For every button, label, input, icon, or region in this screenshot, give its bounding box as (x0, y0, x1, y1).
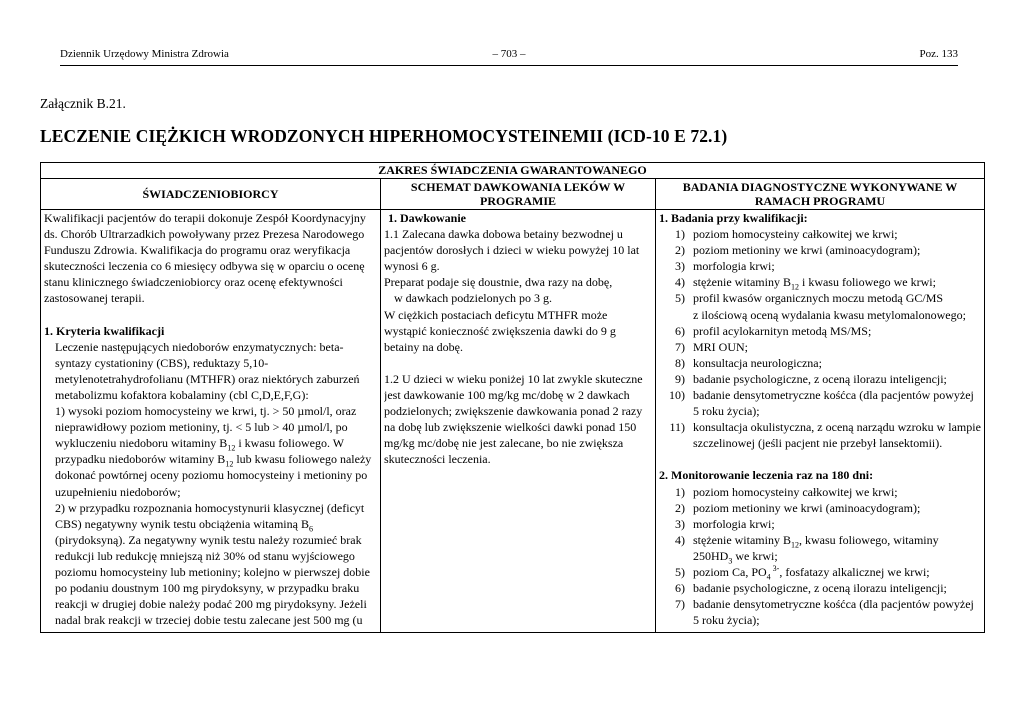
list-item-text: profil kwasów organicznych moczu metodą GC/MS z ilościową oceną wydalania kwasu metylomalonowego; (693, 291, 966, 322)
list-item-number: 1) (675, 227, 685, 242)
list-item-text: profil acylokarnityn metodą MS/MS; (693, 323, 872, 338)
list-item (659, 387, 981, 419)
list-item-number: 6) (675, 581, 685, 596)
list-item (659, 258, 981, 274)
diagnostics-cell (656, 210, 985, 633)
list-item-text: poziom metioniny we krwi (aminoacydogram); (693, 243, 921, 258)
list-item-text: stężenie witaminy $B_{12}$ i kwasu foliowego we krwi; (693, 275, 936, 292)
list-item-text: badanie psychologiczne, z oceną ilorazu inteligencji; (693, 581, 947, 596)
list-item-number: 9) (675, 371, 685, 386)
criteria-paragraph-1: Leczenie następujących niedoborów enzymatycznych: beta-syntazy cystationiny (CBS), reduktazy 5,10-metylenotetrahydrofolianu (MTHFR) oraz niektórych zaburzeń metabolizmu kofaktora kobalaminy (cbl C,D,E,F,G): (55, 339, 360, 402)
dosage-paragraph-1: 1.1 Zalecana dawka dobowa betainy bezwodnej u pacjentów dorosłych i dzieci w wieku powyżej 10 lat wynosi 6 g. (384, 227, 640, 274)
list-item (659, 564, 981, 580)
list-item-number: 7) (675, 339, 685, 354)
journal-name: Dziennik Urzędowy Ministra Zdrowia (60, 48, 229, 60)
table-span-header: ZAKRES ŚWIADCZENIA GWARANTOWANEGO (41, 163, 985, 179)
list-item (659, 516, 981, 532)
list-item-text: konsultacja okulistyczna, z oceną narządu wzroku w lampie szczelinowej (jeśli pacjent nie przebył lansektomii). (693, 420, 981, 451)
dosage-cell (381, 210, 656, 633)
list-item (659, 419, 981, 451)
dosage-paragraph-2b: w dawkach podzielonych po 3 g. (394, 291, 552, 306)
list-item (659, 290, 981, 322)
qualification-tests-list (659, 226, 981, 451)
list-item-text: konsultacja neurologiczna; (693, 355, 822, 370)
list-item-text: poziom Ca, $PO_4$ $^{3-}$, fosfatazy alkalicznej we krwi; (693, 563, 930, 582)
list-item-number: 2) (675, 500, 685, 515)
list-item-number: 4) (675, 532, 685, 547)
list-item (659, 484, 981, 500)
dosage-paragraph-3: W ciężkich postaciach deficytu MTHFR może wystąpić konieczność zwiększenia dawki do 9 g betainy na dobę. (384, 307, 616, 354)
list-item-number: 6) (675, 323, 685, 338)
monitoring-tests-list (659, 484, 981, 629)
list-item-number: 5) (675, 564, 685, 579)
list-item-text: badanie densytometryczne kośćca (dla pacjentów powyżej 5 roku życia); (693, 388, 974, 419)
position-number: Poz. 133 (919, 48, 958, 60)
criteria-paragraph-2: 1) wysoki poziom homocysteiny we krwi, tj. > 50 µmol/l, oraz nieprawidłowy poziom metioniny, tj. < 5 lub > 40 µmol/l, po wykluczeniu niedoboru witaminy $B_{12}$ i kwasu foliowego. W przypadku niedoborów witaminy $B_{12}$ lub kwasu foliowego należy dokonać powtórnej oceny poziomu homocysteiny i metioniny po uzupełnieniu niedoborów; (55, 404, 372, 499)
list-item-number: 11) (669, 420, 685, 435)
qualification-tests-heading: 1. Badania przy kwalifikacji: (659, 211, 808, 225)
list-item (659, 371, 981, 387)
list-item-text: stężenie witaminy $B_{12}$, kwasu foliowego, witaminy $250HD_3$ we krwi; (693, 532, 939, 566)
document-title: LECZENIE CIĘŻKICH WRODZONYCH HIPERHOMOCYSTEINEMII (ICD-10 E 72.1) (40, 126, 728, 146)
column-header-dosage: SCHEMAT DAWKOWANIA LEKÓW W PROGRAMIE (381, 179, 656, 210)
list-item-number: 4) (675, 275, 685, 290)
list-item-number: 2) (675, 243, 685, 258)
criteria-heading: 1. Kryteria kwalifikacji (44, 323, 165, 338)
list-item-number: 10) (669, 388, 685, 403)
dosage-paragraph-4: 1.2 U dzieci w wieku poniżej 10 lat zwykle skuteczne jest dawkowanie 100 mg/kg mc/dobę w 2 dawkach podzielonych; zwiększenie dawkowania ponad 2 razy na dobę lub zwiększenie wielkości dawki ponad 150 mg/kg mc/dobę nie jest zalecane, bo nie zwiększa skuteczności leczenia. (384, 371, 643, 467)
list-item-text: poziom metioniny we krwi (aminoacydogram); (693, 500, 921, 515)
column-header-diagnostics: BADANIA DIAGNOSTYCZNE WYKONYWANE W RAMACH PROGRAMU (656, 179, 985, 210)
list-item (659, 339, 981, 355)
list-item (659, 355, 981, 371)
list-item (659, 596, 981, 628)
header-rule (60, 65, 958, 66)
list-item (659, 242, 981, 258)
list-item-text: morfologia krwi; (693, 516, 775, 531)
list-item-number: 8) (675, 355, 685, 370)
list-item-number: 7) (675, 597, 685, 612)
running-header (60, 48, 958, 64)
list-item (659, 323, 981, 339)
list-item-text: badanie psychologiczne, z oceną ilorazu inteligencji; (693, 371, 947, 386)
beneficiaries-cell (41, 210, 381, 633)
list-item-number: 3) (675, 516, 685, 531)
list-item-text: poziom homocysteiny całkowitej we krwi; (693, 227, 898, 242)
list-item (659, 532, 981, 564)
qualification-intro: Kwalifikacji pacjentów do terapii dokonuje Zespół Koordynacyjny ds. Chorób Ultrarzadkich powoływany przez Prezesa Narodowego Funduszu Zdrowia. Kwalifikacja do programu oraz weryfikacja skuteczności leczenia co 6 miesięcy odbywa się w oparciu o ocenę stanu klinicznego świadczeniobiorcy oraz ocenę efektywności zastosowanej terapii. (44, 211, 366, 306)
list-item-number: 5) (675, 291, 685, 306)
dosage-heading: 1. Dawkowanie (388, 211, 467, 225)
list-item (659, 226, 981, 242)
list-item-number: 3) (675, 259, 685, 274)
column-header-beneficiaries: ŚWIADCZENIOBIORCY (41, 179, 381, 210)
list-item-number: 1) (675, 484, 685, 499)
dosage-paragraph-2: Preparat podaje się doustnie, dwa razy na dobę, (384, 275, 613, 290)
list-item (659, 274, 981, 290)
list-item-text: poziom homocysteiny całkowitej we krwi; (693, 484, 898, 499)
list-item (659, 580, 981, 596)
criteria-paragraph-3: 2) w przypadku rozpoznania homocystynurii klasycznej (deficyt CBS) negatywny wynik testu obciążenia witaminą $B_6$ (pirydoksyną). Za negatywny wynik testu należy rozumieć brak redukcji lub redukcję mniejszą niż 30% od stanu wyjściowego poziomu homocysteiny lub metioniny; kolejno w pierwszej dobie po podaniu doustnym 100 mg pirydoksyny, w przypadku braku reakcji w drugiej dobie należy podać 200 mg pirydoksyny. Jeżeli nadal brak reakcji w trzeciej dobie testu zalecane jest 500 mg (u (55, 500, 370, 628)
program-table (40, 162, 985, 633)
page-number: – 703 – (492, 48, 526, 60)
list-item-text: morfologia krwi; (693, 259, 775, 274)
monitoring-heading: 2. Monitorowanie leczenia raz na 180 dni: (659, 468, 874, 483)
list-item-text: MRI OUN; (693, 339, 749, 354)
annex-label: Załącznik B.21. (40, 96, 126, 111)
list-item (659, 500, 981, 516)
list-item-text: badanie densytometryczne kośćca (dla pacjentów powyżej 5 roku życia); (693, 597, 974, 628)
